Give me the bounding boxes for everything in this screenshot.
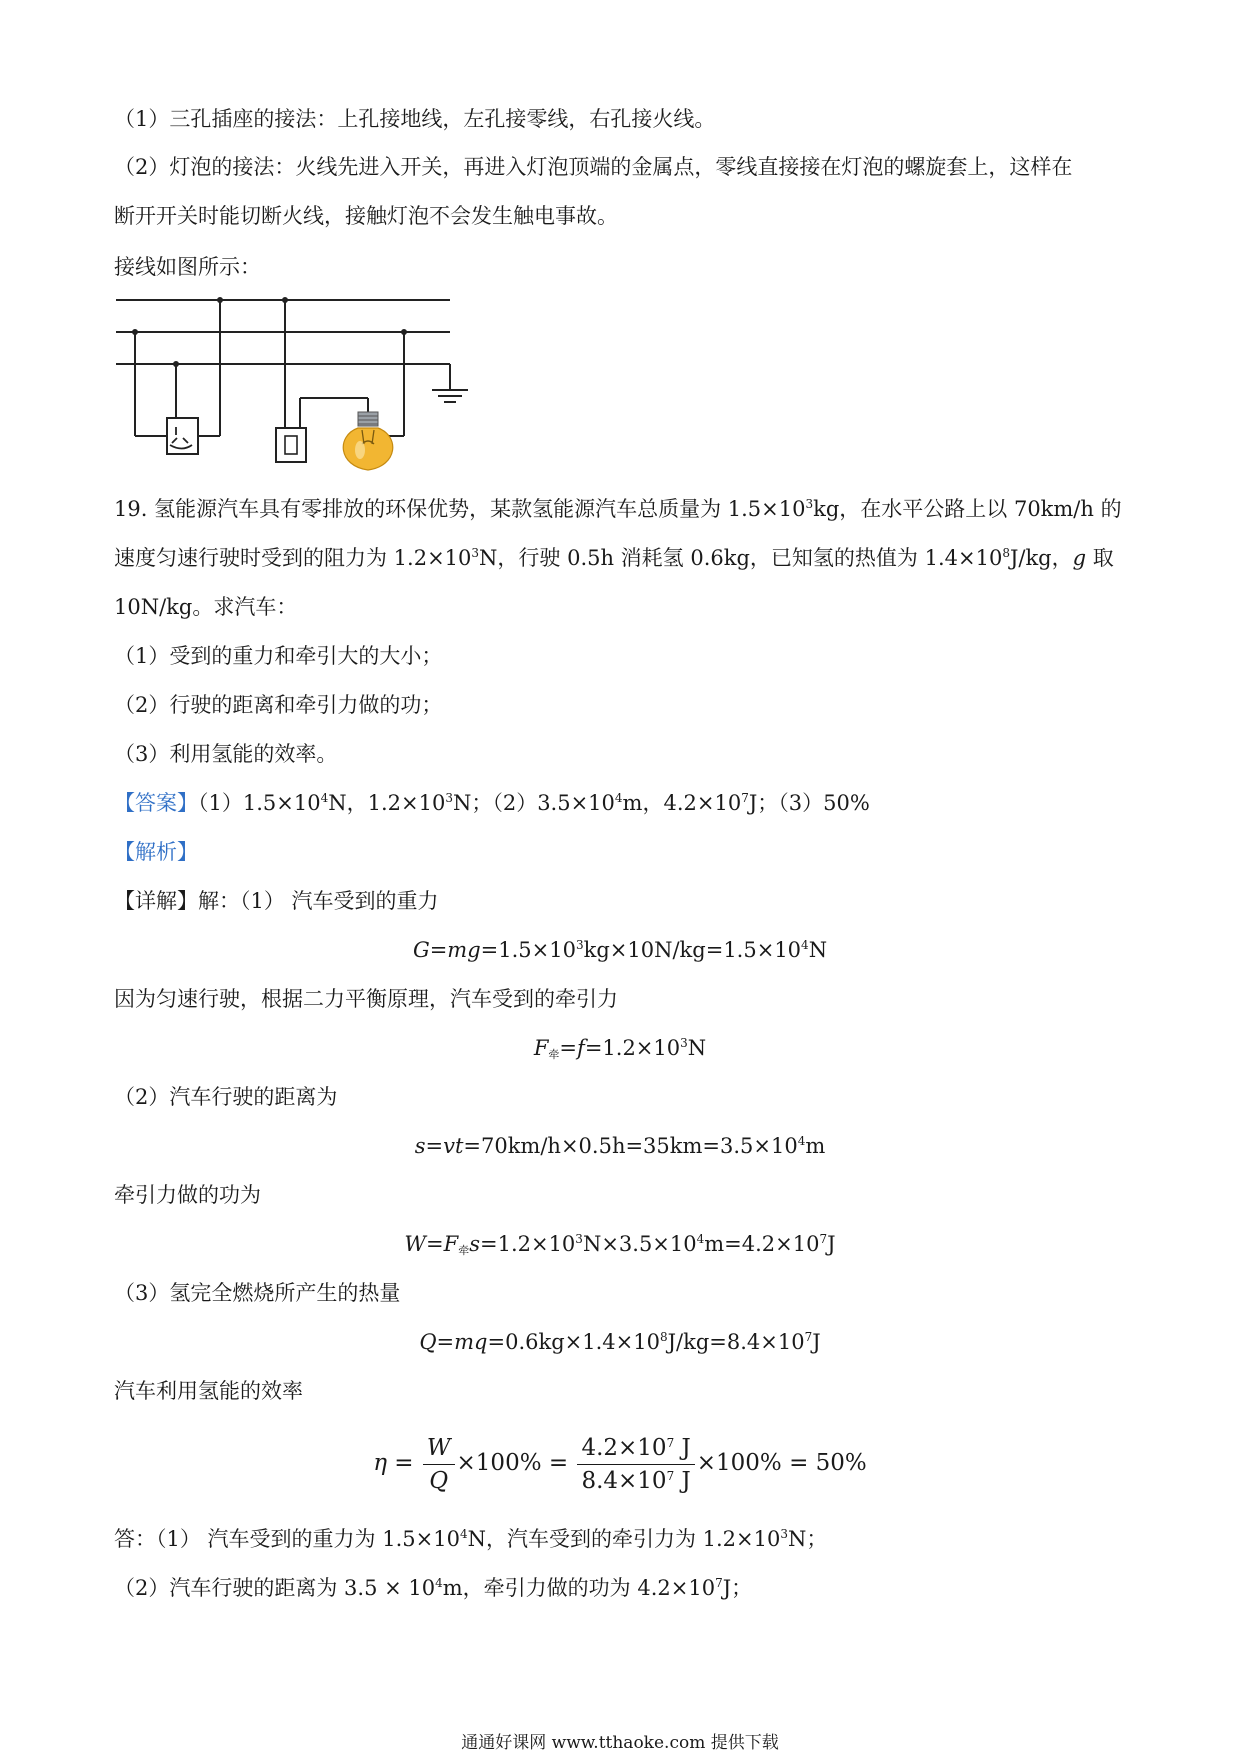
final-text: m，牵引力做的功为 4.2×10: [442, 1576, 716, 1600]
formula-text: 8.4×10: [581, 1467, 667, 1494]
exponent: 3: [575, 1232, 583, 1246]
exponent: 3: [575, 938, 584, 952]
answer-text: （1）1.5×10: [198, 791, 321, 815]
exponent: 4: [801, 938, 809, 952]
q19-line-2: [114, 543, 1114, 573]
formula-text: m: [805, 1134, 826, 1158]
q19-sub-3: （3）利用氢能的效率。: [114, 742, 338, 766]
page-footer: 通通好课网 www.tthaoke.com 提供下载: [461, 1733, 779, 1753]
formula-text: =1.5×10: [480, 938, 576, 962]
formula-var: F: [443, 1232, 459, 1256]
exponent: 3: [471, 546, 480, 560]
formula-var: F: [533, 1036, 549, 1060]
exponent: 7: [666, 1468, 675, 1483]
formula-text: 4.2×10: [581, 1434, 667, 1461]
formula-text: N×3.5×10: [582, 1232, 697, 1256]
formula-var: G=mg: [412, 938, 481, 962]
formula-text: ×100% = 50%: [696, 1450, 867, 1476]
light-bulb-icon: [343, 412, 393, 470]
answer-text: N；（2）3.5×10: [452, 791, 615, 815]
fraction-energy: [577, 1434, 694, 1495]
final-text: N，汽车受到的牵引力为 1.2×10: [467, 1527, 781, 1551]
formula-text: =70km/h×0.5h=35km=3.5×10: [463, 1134, 798, 1158]
q19-sub-1: （1）受到的重力和牵引大的大小；: [114, 644, 443, 668]
exponent: 4: [320, 791, 329, 805]
formula-var: s=vt: [414, 1134, 464, 1158]
formula-text: =0.6kg×1.4×10: [487, 1330, 660, 1354]
formula-text: N: [687, 1036, 707, 1060]
fraction-numerator: W: [423, 1434, 455, 1465]
final-text: N；: [787, 1527, 828, 1551]
final-text: （2）汽车行驶的距离为 3.5 × 10: [114, 1576, 436, 1600]
formula-text: =: [559, 1036, 578, 1060]
answer-text: m，4.2×10: [622, 791, 742, 815]
q19-text: 19. 氢能源汽车具有零排放的环保优势，某款氢能源汽车总质量为 1.5×10: [114, 497, 806, 521]
formula-var: f: [577, 1036, 585, 1060]
work-text: 牵引力做的功为: [114, 1183, 261, 1207]
final-text: J；: [722, 1576, 753, 1600]
detail-heading: 【详解】解：（1） 汽车受到的重力: [114, 889, 439, 913]
exponent: 3: [445, 791, 453, 805]
q19-text: 速度匀速行驶时受到的阻力为 1.2×10: [114, 546, 472, 570]
analysis-tag: 【解析】: [114, 840, 198, 864]
efficiency-text: 汽车利用氢能的效率: [114, 1379, 303, 1403]
final-answer-2: [114, 1573, 752, 1603]
exponent: 4: [614, 791, 623, 805]
formula-traction: [0, 1033, 1240, 1070]
q19-sub-2: （2）行驶的距离和牵引力做的功；: [114, 693, 443, 717]
formula-text: kg×10N/kg=1.5×10: [583, 938, 802, 962]
formula-text: =1.2×10: [584, 1036, 681, 1060]
formula-text: N: [808, 938, 828, 962]
formula-text: J: [827, 1232, 836, 1256]
gravity-symbol: g: [1072, 546, 1087, 570]
socket-wiring-text: （1）三孔插座的接法：上孔接地线，左孔接零线，右孔接火线。: [114, 107, 716, 131]
exponent: 7: [741, 791, 749, 805]
fraction-numerator: [577, 1434, 694, 1465]
answer-tag: 【答案】: [114, 791, 198, 815]
q19-text: N，行驶 0.5h 消耗氢 0.6kg，已知氢的热值为 1.4×10: [479, 546, 1003, 570]
formula-text: ×100% =: [456, 1450, 576, 1476]
fraction-w-over-q: [423, 1434, 455, 1495]
formula-text: =1.2×10: [479, 1232, 576, 1256]
q19-text: kg，在水平公路上以 70km/h 的: [813, 497, 1122, 521]
subscript: 牵: [548, 1048, 560, 1061]
exponent: 7: [819, 1232, 828, 1246]
formula-text: =: [386, 1450, 421, 1476]
formula-gravity: [0, 935, 1240, 965]
answer-text: N，1.2×10: [328, 791, 446, 815]
formula-text: J: [674, 1434, 691, 1461]
formula-var: Q=mq: [419, 1330, 488, 1354]
exponent: 4: [696, 1232, 705, 1246]
formula-heat: [0, 1327, 1240, 1357]
q19-text: 取: [1086, 546, 1114, 570]
q19-line-1: [114, 494, 1122, 524]
formula-text: J: [674, 1467, 691, 1494]
bulb-wiring-text-1: （2）灯泡的接法：火线先进入开关，再进入灯泡顶端的金属点，零线直接接在灯泡的螺旋套上，这样在: [114, 155, 1073, 179]
final-text: 答：（1） 汽车受到的重力为 1.5×10: [114, 1527, 460, 1551]
exponent: 3: [805, 497, 814, 511]
subscript: 牵: [458, 1244, 470, 1257]
balance-text: 因为匀速行驶，根据二力平衡原理，汽车受到的牵引力: [114, 987, 618, 1011]
exponent: 4: [435, 1576, 443, 1590]
formula-var: η: [373, 1450, 387, 1476]
fraction-denominator: Q: [429, 1467, 449, 1494]
formula-work: [0, 1229, 1240, 1266]
exponent: 4: [459, 1527, 468, 1541]
q19-line-3: 10N/kg。求汽车：: [114, 595, 298, 619]
fraction-denominator: [577, 1465, 694, 1495]
q19-text: J/kg，: [1009, 546, 1073, 570]
exponent: 3: [780, 1527, 788, 1541]
exponent: 8: [659, 1330, 668, 1344]
bulb-wiring-text-2: 断开开关时能切断火线，接触灯泡不会发生触电事故。: [114, 204, 618, 228]
formula-efficiency: [0, 1430, 1240, 1496]
formula-text: m=4.2×10: [704, 1232, 820, 1256]
exponent: 8: [1002, 546, 1010, 560]
exponent: 7: [804, 1330, 813, 1344]
final-answer-1: [114, 1524, 827, 1554]
distance-text: （2）汽车行驶的距离为: [114, 1085, 338, 1109]
heat-text: （3）氢完全燃烧所产生的热量: [114, 1281, 401, 1305]
exponent: 7: [715, 1576, 723, 1590]
formula-distance: [0, 1131, 1240, 1161]
formula-text: J: [812, 1330, 821, 1354]
wiring-diagram-caption: 接线如图所示：: [114, 255, 261, 279]
exponent: 7: [666, 1435, 675, 1450]
answer-line: [114, 788, 870, 818]
exponent: 3: [680, 1036, 688, 1050]
exponent: 4: [797, 1134, 806, 1148]
formula-text: =: [426, 1232, 444, 1256]
formula-var: W: [404, 1232, 427, 1256]
answer-text: J；（3）50%: [748, 791, 870, 815]
formula-var: s: [469, 1232, 480, 1256]
wiring-diagram: [110, 290, 480, 480]
formula-text: J/kg=8.4×10: [667, 1330, 805, 1354]
